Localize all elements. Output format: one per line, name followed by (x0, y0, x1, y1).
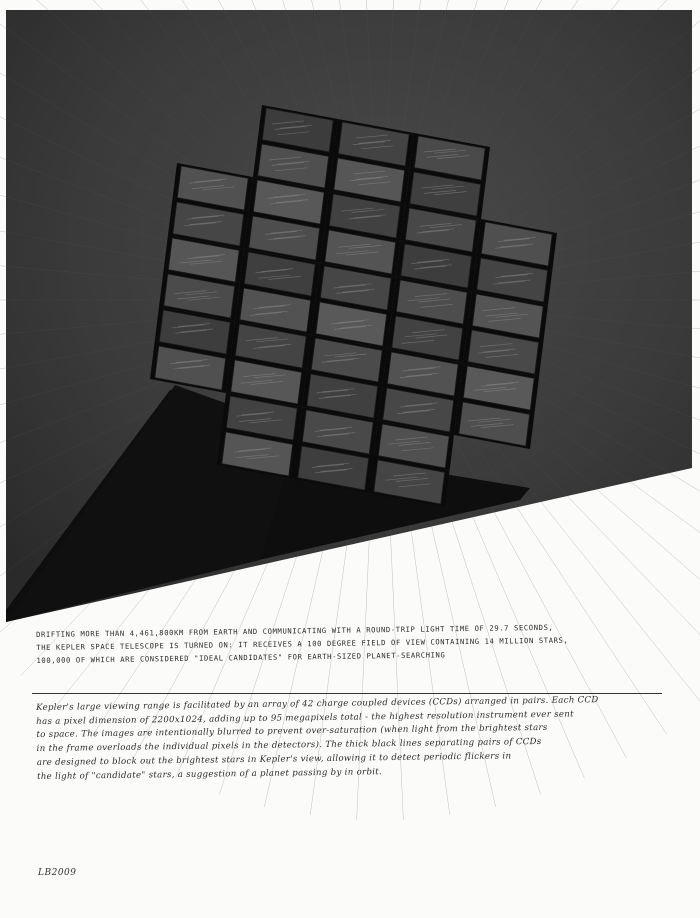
ccd-module (396, 205, 481, 291)
ccd-module (253, 105, 338, 191)
body-caption (36, 693, 667, 784)
artist-signature: LB2009 (38, 868, 77, 878)
body-line: Kepler's large viewing range is facilitated by an array of 42 charge coupled devices (CCDs) arranged in pairs. Each CCD (36, 695, 599, 713)
body-line: has a pixel dimension of 2200x1024, adding up to 95 megapixels total - the highest resolution instrument ever sent (36, 709, 574, 727)
ccd-module (329, 119, 414, 205)
ccd-module (159, 235, 244, 321)
ccd-module (454, 363, 539, 449)
ccd-module (320, 191, 405, 277)
body-line: to space. The images are intentionally blurred to prevent over-saturation (when light from the brightest stars (36, 723, 548, 741)
ccd-module (244, 177, 329, 263)
ccd-module (226, 321, 311, 407)
ccd-module (311, 263, 396, 349)
ccd-module (387, 277, 472, 363)
ccd-module (168, 163, 253, 249)
ccd-module (302, 335, 387, 421)
title-line: DRIFTING MORE THAN 4,461,800KM FROM EARTH AND COMMUNICATING WITH A ROUND-TRIP LIGHT TIME OF 29.7 SECONDS, (36, 622, 554, 639)
ccd-module (217, 393, 302, 479)
body-line: in the frame overloads the individual pixels in the detectors). The thick black lines separating pairs of CCDs (36, 737, 542, 755)
ccd-module (150, 307, 235, 393)
title-line: 100,000 OF WHICH ARE CONSIDERED "IDEAL CANDIDATES" FOR EARTH-SIZED PLANET-SEARCHING (36, 650, 446, 665)
ccd-module (463, 291, 548, 377)
body-line: the light of "candidate" stars, a suggestion of a planet passing by in orbit. (36, 766, 383, 782)
ccd-module (235, 249, 320, 335)
ccd-module (293, 407, 378, 493)
ccd-module (378, 349, 463, 435)
ccd-module (472, 219, 557, 305)
ccd-module (369, 421, 454, 507)
body-line: are designed to block out the brightest stars in Kepler's view, allowing it to detect periodic flickers in (36, 751, 512, 768)
title-line: THE KEPLER SPACE TELESCOPE IS TURNED ON: IT RECEIVES A 100 DEGREE FIELD OF VIEW CONTAINING 14 MILLION STARS, (36, 635, 569, 652)
ccd-module (405, 133, 490, 219)
